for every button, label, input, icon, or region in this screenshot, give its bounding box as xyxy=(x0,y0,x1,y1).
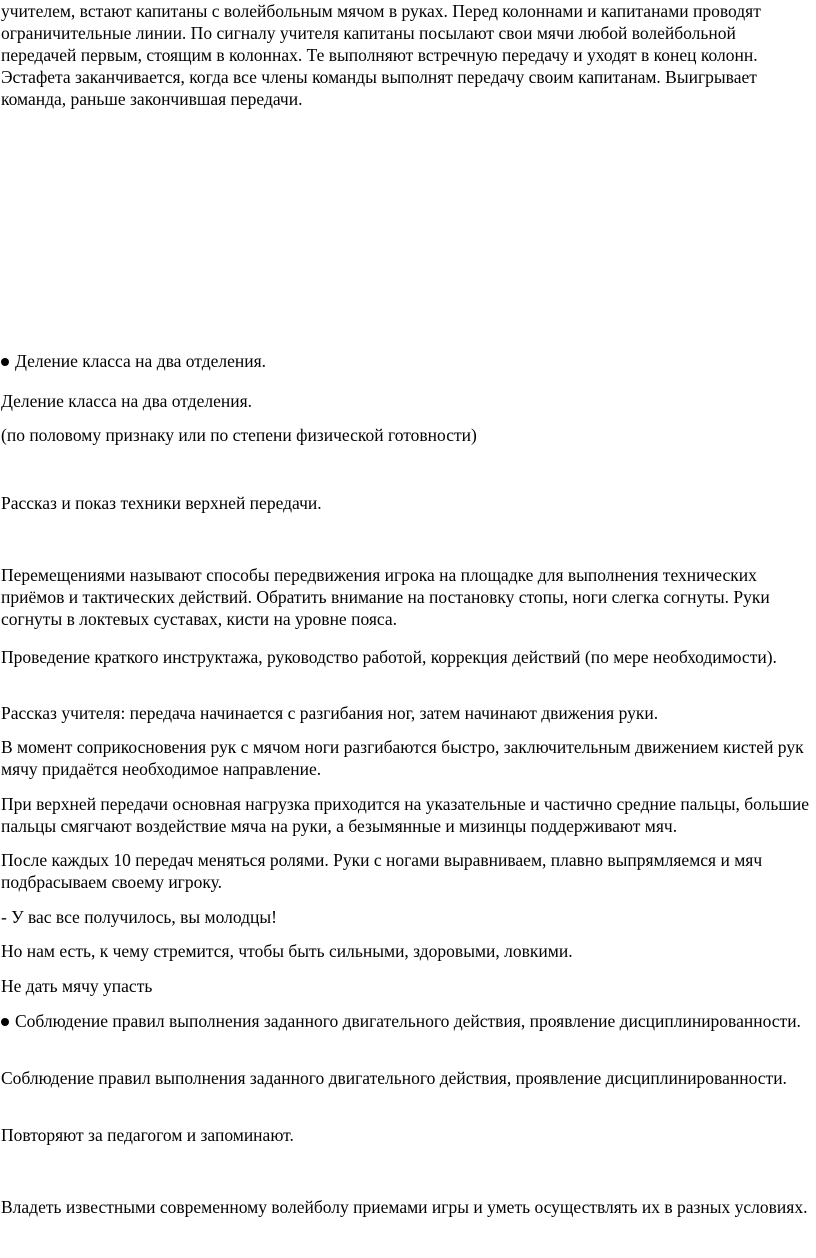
repeat-line: Повторяют за педагогом и запоминают. xyxy=(1,1125,294,1145)
criteria-line: (по половому признаку или по степени физической готовности) xyxy=(1,425,477,445)
bullet-item-rules xyxy=(1,1010,815,1032)
bullet-item-division xyxy=(1,350,815,372)
division-line: Деление класса на два отделения. xyxy=(1,391,253,411)
movements-paragraph: Перемещениями называют способы передвижения игрока на площадке для выполнения технических приёмов и тактических действий. Обратить внимание на постановку стопы, ноги слегка согнуты. Руки согнуты в локтевых суставах, кисти на уровне пояса. xyxy=(1,565,770,629)
ball-line: Не дать мячу упасть xyxy=(1,976,153,996)
bullet-icon xyxy=(1,1018,9,1026)
intro-paragraph: учителем, встают капитаны с волейбольным мячом в руках. Перед колоннами и капитанами проводят ограничительные линии. По сигналу учителя капитаны посылают свои мячи любой волейбольной передачей первым, стоящим в колоннах. Те выполняют встречную передачу и уходят в конец колонн. Эстафета заканчивается, когда все члены команды выполнят передачу своим капитанам. Выигрывает команда, раньше закончившая передачи. xyxy=(1,1,761,109)
rules-paragraph: Соблюдение правил выполнения заданного двигательного действия, проявление дисциплинированности. xyxy=(1,1068,787,1088)
contact-paragraph: В момент соприкосновения рук с мячом ноги разгибаются быстро, заключительным движением кистей рук мячу придаётся необходимое направление. xyxy=(1,737,804,779)
bullet-item-text: Деление класса на два отделения. xyxy=(15,351,267,371)
roles-paragraph: После каждых 10 передач меняться ролями. Руки с ногами выравниваем, плавно выпрямляемся и мяч подбрасываем своему игроку. xyxy=(1,850,763,892)
bullet-icon xyxy=(1,358,9,366)
briefing-paragraph: Проведение краткого инструктажа, руководство работой, коррекция действий (по мере необходимости). xyxy=(1,647,777,667)
praise-line: - У вас все получилось, вы молодцы! xyxy=(1,907,277,927)
teacher-paragraph: Рассказ учителя: передача начинается с разгибания ног, затем начинают движения руки. xyxy=(1,703,659,723)
bullet-item-text: Соблюдение правил выполнения заданного двигательного действия, проявление дисциплинированности. xyxy=(15,1011,801,1031)
story-line: Рассказ и показ техники верхней передачи. xyxy=(1,493,322,513)
master-paragraph: Владеть известными современному волейболу приемами игры и уметь осуществлять их в разных условиях. xyxy=(1,1197,808,1217)
strive-line: Но нам есть, к чему стремится, чтобы быть сильными, здоровыми, ловкими. xyxy=(1,941,573,961)
load-paragraph: При верхней передачи основная нагрузка приходится на указательные и частично средние пальцы, большие пальцы смягчают воздействие мяча на руки, а безымянные и мизинцы поддерживают мяч. xyxy=(1,794,809,836)
